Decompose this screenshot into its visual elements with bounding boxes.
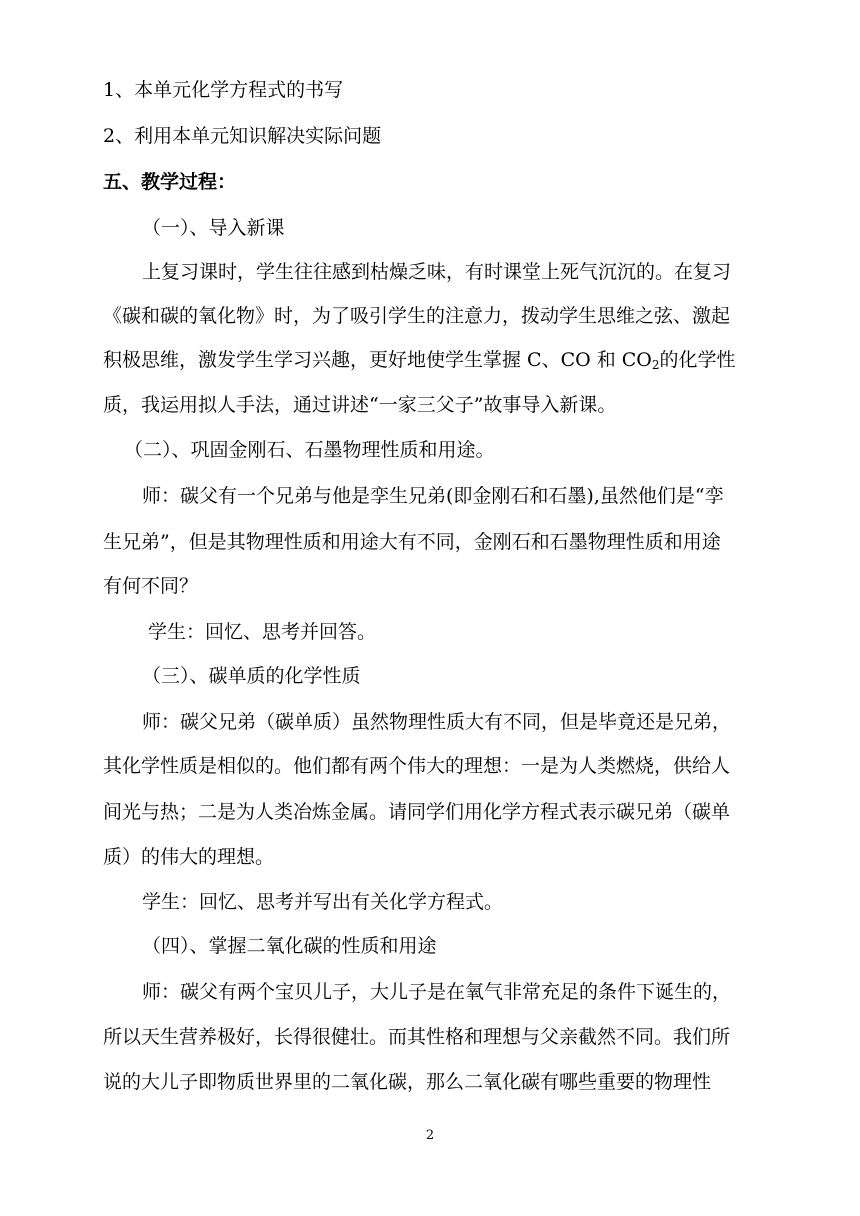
subsection-title-2: （二）、巩固金刚石、石墨物理性质和用途。 [124, 439, 495, 461]
paragraph-line [103, 348, 736, 372]
paragraph-line: 《碳和碳的氧化物》时，为了吸引学生的注意力，拨动学生思维之弦、激起 [103, 305, 731, 327]
paragraph-line: 所以天生营养极好，长得很健壮。而其性格和理想与父亲截然不同。我们所 [103, 1026, 731, 1048]
list-item-1: 1、本单元化学方程式的书写 [103, 79, 344, 101]
paragraph-line: 师：碳父兄弟（碳单质）虽然物理性质大有不同，但是毕竟还是兄弟， [142, 711, 732, 733]
paragraph-text: 积极思维，激发学生学习兴趣，更好地使学生掌握 C、CO 和 CO [103, 349, 652, 371]
paragraph-line: 质）的伟大的理想。 [103, 846, 275, 868]
paragraph-line: 学生：回忆、思考并写出有关化学方程式。 [142, 891, 504, 913]
subsection-title-4: （四）、掌握二氧化碳的性质和用途 [142, 935, 437, 957]
paragraph-line: 学生：回忆、思考并回答。 [148, 621, 377, 643]
paragraph-line: 间光与热；二是为人类冶炼金属。请同学们用化学方程式表示碳兄弟（碳单 [103, 801, 731, 823]
paragraph-line: 师：碳父有一个兄弟与他是孪生兄弟(即金刚石和石墨),虽然他们是“孪 [142, 485, 724, 507]
list-item-2: 2、利用本单元知识解决实际问题 [103, 125, 382, 147]
section-heading: 五、教学过程： [103, 171, 237, 193]
paragraph-line: 其化学性质是相似的。他们都有两个伟大的理想：一是为人类燃烧，供给人 [103, 755, 731, 777]
paragraph-line: 有何不同？ [103, 575, 199, 597]
paragraph-line: 上复习课时，学生往往感到枯燥乏味，有时课堂上死气沉沉的。在复习 [142, 261, 732, 283]
paragraph-line: 说的大儿子即物质世界里的二氧化碳，那么二氧化碳有哪些重要的物理性 [103, 1071, 712, 1093]
paragraph-text: 的化学性 [659, 349, 736, 371]
page-number: 2 [425, 1128, 435, 1143]
subsection-title-3: （三）、碳单质的化学性质 [142, 665, 361, 687]
subscript: 2 [651, 358, 660, 372]
paragraph-line: 生兄弟”，但是其物理性质和用途大有不同，金刚石和石墨物理性质和用途 [103, 531, 721, 553]
subsection-title-1: （一）、导入新课 [142, 217, 285, 239]
paragraph-line: 质，我运用拟人手法，通过讲述“一家三父子”故事导入新课。 [103, 394, 617, 416]
paragraph-line: 师：碳父有两个宝贝儿子，大儿子是在氧气非常充足的条件下诞生的， [142, 981, 732, 1003]
